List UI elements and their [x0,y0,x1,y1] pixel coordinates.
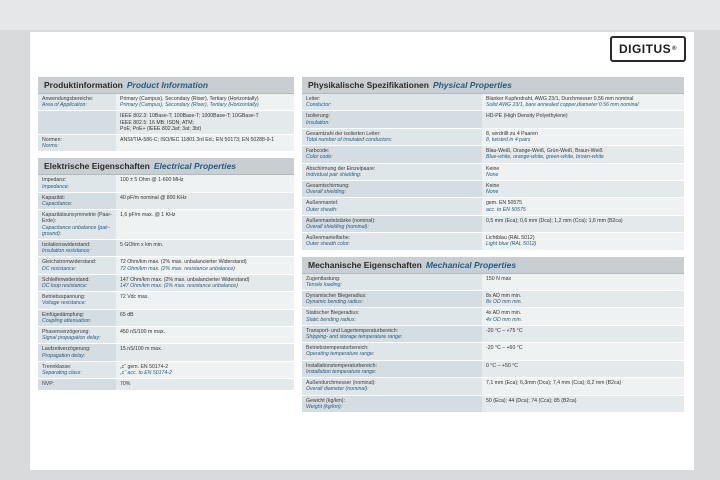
spec-label [302,233,482,249]
spec-label-de: Betriebstemperaturbereich: [306,345,369,352]
section-product-information [38,77,294,152]
spec-label [302,181,482,197]
section-mechanical-properties [302,257,684,413]
spec-label [38,292,116,308]
spec-label [38,193,116,209]
spec-value [116,193,294,209]
spec-label-en: Shipping- and storage temperature range: [306,334,403,341]
spec-value-en: 8x OD mm min. [486,299,523,306]
spec-label-en: Dynamic bending radius: [306,299,364,306]
spec-value [116,379,294,389]
spec-label-de: Abschirmung der Einzelpaare: [306,165,376,172]
spec-label-de: Gesamtschirmung: [306,183,350,190]
spec-label-en: Color code: [306,154,333,161]
spec-label-en: Overall shielding (nominal): [306,224,369,231]
spec-label-en: Coupling attenuation: [42,317,92,324]
spec-label-en: Overall shielding: [306,189,346,196]
spec-label [302,378,482,394]
spec-value [482,233,684,249]
spec-row [38,135,294,152]
spec-row [38,257,294,274]
spec-label-de: Außenmantel: [306,200,339,207]
spec-value-en: „c“ acc. to EN 50174-2 [120,370,172,377]
spec-label-en: Norms: [42,143,59,150]
spec-value-de: -20 °C – +60 °C [486,345,523,352]
spec-label-de: Anwendungsbereiche: [42,96,94,102]
spec-label-en: Insulation resistance: [42,248,91,255]
spec-row [38,379,294,390]
section-title-de: Produktinformation [44,80,123,90]
spec-label [302,361,482,377]
spec-value-de: 4x AD mm min. [486,310,522,317]
spec-value-de: gem. EN 50575 [486,200,523,207]
spec-row [38,94,294,111]
spec-label [38,310,116,326]
spec-row [38,275,294,292]
spec-label-de: Isolierung: [306,113,330,120]
spec-value-de: 8, verdrillt zu 4 Paaren [486,130,538,137]
spec-row [302,274,684,291]
spec-value [116,135,294,151]
spec-row [302,146,684,163]
spec-value [116,111,294,134]
spec-row [302,326,684,343]
spec-label-de: Trennklasse: [42,363,72,370]
spec-row [302,129,684,146]
spec-value-en: Primary (Campus), Secondary (Riser), Tertiary (Horizontally) [120,102,259,109]
spec-label-de: Außendurchmesser (nominal): [306,380,376,387]
spec-label-de: Gewicht (kg/km): [306,397,345,404]
spec-label-en: DC resistance: [42,265,77,272]
spec-row [302,181,684,198]
spec-label-en: Overall diameter (nominal): [306,386,369,393]
spec-value-de: HD-PE (High Density Polyethylene) [486,113,568,120]
spec-label-en: Capacitance: [42,201,73,208]
spec-value-de: Primary (Campus), Secondary (Riser), Tertiary (Horizontally) [120,96,259,102]
spec-value [482,181,684,197]
spec-label [38,94,116,110]
section-title-de: Elektrische Eigenschaften [44,161,150,172]
spec-value-de: Blau-Weiß, Orange-Weiß, Grün-Weiß, Braun-Weiß [486,148,603,155]
spec-row [38,210,294,240]
spec-value-de: 0,5 mm (Eca); 0,6 mm (Dca); 1,2 mm (Cca); 1,6 mm (B2ca) [486,217,623,224]
spec-label [38,175,116,191]
spec-value [116,240,294,256]
spec-value [482,216,684,232]
spec-value [482,129,684,145]
spec-row [38,292,294,309]
spec-value-en: acc. to EN 50575 [486,206,526,213]
spec-label-en: DC loop resistance: [42,283,88,290]
spec-label-en: Area of Application: [42,102,87,109]
spec-value-de: Lichtblau (RAL 5012) [486,235,535,242]
spec-label-en: Outer sheath: [306,206,338,213]
spec-label [302,146,482,162]
spec-label-de: Leiter: [306,96,321,102]
spec-value [482,396,684,412]
spec-value-de: 70% [120,381,131,388]
spec-label-en: Static bending radius: [306,316,356,323]
spec-value [116,275,294,291]
spec-label-de: Gesamtzahl der isolierten Leiter: [306,130,381,137]
spec-value-de: 147 Ohm/km max. (2% max. unbalancierter Widerstand) [120,276,250,283]
spec-value-de: 7,1 mm (Eca); 6,3mm (Dca); 7,4 mm (Cca); 8,2 mm (B2ca) [486,380,622,387]
spec-label-de: Installationstemperaturbereich: [306,362,377,369]
spec-label [38,362,116,378]
section-title-en: Electrical Properties [153,161,237,172]
spec-value-en: Blue-white, orange-white, green-white, brown-white [486,154,604,161]
spec-label-en: Outer sheath color: [306,241,351,248]
spec-value-en: None [486,171,499,178]
spec-label-en: Tensile loading: [306,281,342,288]
spec-value-de: 0 °C – +50 °C [486,362,518,369]
spec-value-de: Blanker Kupferdraht, AWG 23/1, Durchmesser 0,56 mm nominal [486,96,634,102]
spec-label [302,164,482,180]
spec-label [38,275,116,291]
spec-value-de: Keine [486,183,500,190]
spec-value [482,111,684,127]
spec-row [302,308,684,325]
spec-value-en: 72 Ohm/km max. (2% max. resistance unbalance) [120,265,236,272]
spec-label [38,135,116,151]
section-title [38,158,294,175]
section-electrical-properties [38,158,294,390]
spec-label-en: Conductor: [306,102,332,109]
spec-value-de: ANSI/TIA-586-C; ISO/IEC 11801 3rd Ed.; EN 50173; EN 50288-9-1 [120,137,275,144]
spec-label-de: Dynamischer Biegeradius: [306,293,367,300]
spec-value [116,327,294,343]
spec-row [302,164,684,181]
spec-value-extra: PoE; PoE+ (IEEE 802.3af; 3at; 3bt) [120,125,202,132]
spec-value [116,257,294,273]
spec-value-en: 8, twisted in 4 pairs [486,137,531,144]
spec-value-en: 4x OD mm min. [486,316,523,323]
spec-value [116,310,294,326]
spec-label-de: Außenmantelstärke (nominal): [306,217,376,224]
spec-value-en: 147 Ohm/km max. (2% max. resistance unbalance) [120,283,238,290]
spec-value [482,274,684,290]
spec-value-de: -20 °C – +75 °C [486,327,523,334]
spec-label-de: Phasenverzögerung: [42,329,90,336]
spec-value [116,175,294,191]
spec-value-de: 40 pF/m nominal @ 800 KHz [120,194,187,201]
spec-label-de: Transport- und Lagertemperaturbereich: [306,327,399,334]
datasheet-page [30,32,694,470]
spec-row [302,233,684,250]
section-title-de: Physikalische Spezifikationen [308,80,429,90]
spec-value [116,362,294,378]
spec-label-en: Impedance: [42,183,70,190]
spec-value [116,210,294,239]
spec-label-en: Insulation: [306,119,330,126]
spec-label [38,210,116,239]
spec-row [38,327,294,344]
section-title-en: Physical Properties [432,80,512,90]
left-column [38,77,294,397]
spec-label-de: Einfügedämpfung: [42,311,85,318]
spec-label-en: Individual pair shielding: [306,171,362,178]
right-column [302,77,684,419]
spec-label-en: Signal propagation delay: [42,335,101,342]
spec-label-en: Total number of insulated conductors: [306,137,393,144]
background-top [0,0,720,30]
section-title [38,77,294,94]
spec-row [38,310,294,327]
spec-value-de: 72 Vdc max. [120,294,149,301]
section-title [302,77,684,94]
spec-label [302,129,482,145]
spec-label-en: Voltage resistance: [42,300,86,307]
spec-row [302,198,684,215]
spec-value-de: 100 ± 5 Ohm @ 1-600 MHz [120,177,184,184]
spec-label-de: NVP: [42,381,55,388]
section-title-de: Mechanische Eigenschaften [308,259,422,270]
spec-value-de: 150 N max [486,275,512,282]
spec-value [482,164,684,180]
spec-label [38,111,116,134]
spec-label [38,240,116,256]
spec-row [302,396,684,413]
spec-value [482,291,684,307]
spec-row [302,216,684,233]
spec-value [482,94,684,110]
spec-value [482,343,684,359]
spec-label [38,257,116,273]
spec-value [482,308,684,324]
spec-value [116,94,294,110]
spec-row [38,240,294,257]
spec-label-de: Außenmantelfarbe: [306,235,351,242]
spec-label-en: Installation temperature range: [306,368,377,375]
spec-row [302,94,684,111]
spec-value-de: 1,6 pF/m max. @ 1 KHz [120,212,176,219]
spec-row [302,343,684,360]
spec-label-de: Isolationswiderstand: [42,242,91,249]
spec-value [116,344,294,360]
spec-label [302,308,482,324]
spec-value [116,292,294,308]
spec-row [302,378,684,395]
spec-label-de: Betriebsspannung: [42,294,86,301]
spec-label [38,327,116,343]
spec-label-en: Capacitance unbalance (pair-ground): [42,224,110,237]
spec-value [482,146,684,162]
spec-label-de: Impedanz: [42,177,67,184]
spec-label [38,344,116,360]
spec-label [302,291,482,307]
spec-label-de: Statischer Biegeradius: [306,310,360,317]
spec-row [38,344,294,361]
spec-value-de: 8x AD mm min. [486,293,522,300]
spec-label-de: Gleichstromwiderstand: [42,259,97,266]
spec-value-de: 50 (Eca); 44 (Dca); 74 (Cca); 85 (B2ca) [486,397,577,404]
spec-value-de: 450 nS/100 m max. [120,329,165,336]
section-title-en: Product Information [126,80,209,90]
spec-label-de: Schleifenwiderstand: [42,276,90,283]
spec-row [38,111,294,135]
spec-value [482,198,684,214]
spec-label [302,216,482,232]
spec-label [302,274,482,290]
spec-label-de: Farbcode: [306,148,330,155]
spec-label [302,94,482,110]
spec-label [302,326,482,342]
spec-row [302,291,684,308]
spec-label-de: Zugentlastung: [306,275,341,282]
spec-label-de: Normen: [42,137,62,144]
spec-row [38,175,294,192]
spec-value-de: 15 nS/100 m max. [120,346,163,353]
spec-value-en: IEEE 802.5: 16 MB; ISDN; ATM; [120,119,194,126]
spec-label-en: Propagation delay: [42,352,86,359]
spec-value-de: 65 dB [120,311,134,318]
digitus-logo: DIGITUS ® [610,36,686,62]
spec-label [302,343,482,359]
spec-value-en: Light blue (RAL 5012) [486,241,537,248]
spec-value-en: Solid AWG 23/1, bare annealed copper,diameter 0.56 mm nominal [486,102,639,109]
spec-value [482,326,684,342]
spec-label [302,198,482,214]
spec-label-en: Separating class: [42,370,82,377]
spec-value-de: 72 Ohm/km max. (2% max. unbalancierter Widerstand) [120,259,247,266]
spec-value [482,361,684,377]
section-physical-properties [302,77,684,251]
spec-value-de: „c“ gem. EN 50174-2 [120,363,169,370]
spec-label [302,111,482,127]
spec-label-de: Kapazitätsunsymmetrie (Paar-Erde): [42,212,112,225]
spec-row [38,362,294,379]
spec-row [38,193,294,210]
spec-value-de: IEEE 802.3: 10Base-T; 100Base-T; 1000Base-T; 10GBase-T [120,113,259,120]
spec-value-de: 5 GOhm x km min. [120,242,164,249]
spec-label-en: Weight (kg/km): [306,403,343,410]
spec-label [302,396,482,412]
section-title-en: Mechanical Properties [425,259,517,270]
spec-label-de: Laufzeitverzögerung: [42,346,91,353]
spec-label-de: Kapazität: [42,194,66,201]
spec-value-en: None [486,189,499,196]
spec-value-de: Keine [486,165,500,172]
spec-label [38,379,116,389]
spec-row [302,361,684,378]
spec-row [302,111,684,128]
spec-label-en: Operating temperature range: [306,351,375,358]
section-title [302,257,684,274]
spec-value [482,378,684,394]
